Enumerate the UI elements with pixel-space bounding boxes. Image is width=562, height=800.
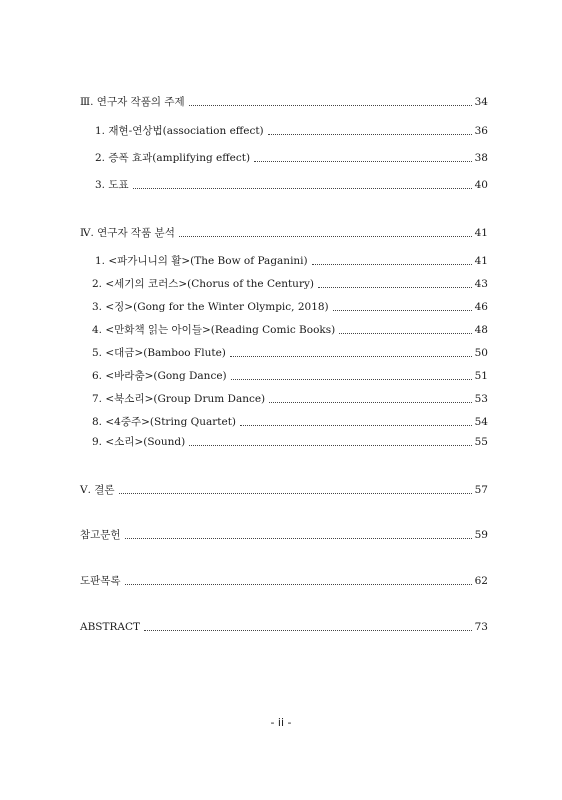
toc-entry [92,391,488,407]
toc-entry-title: 7. <북소리>(Group Drum Dance) [92,393,266,405]
toc-entry-page: 73 [474,621,488,633]
toc-entry [92,434,488,450]
dot-leader [318,286,472,288]
toc-entry-title: 5. <대금>(Bamboo Flute) [92,347,226,359]
toc-entry [95,150,488,166]
dot-leader [268,133,472,135]
toc-entry-title: Ⅴ. 결론 [80,484,115,496]
toc-entry-page: 41 [474,255,488,267]
toc-entry-page: 50 [474,347,488,359]
toc-entry [92,299,488,315]
toc-entry-title: ABSTRACT [80,621,141,633]
dot-leader [189,444,471,446]
dot-leader [179,235,472,237]
page-number: - ii - [270,716,292,729]
dot-leader [144,629,472,631]
toc-entry [80,573,488,589]
toc-entry-page: 48 [474,324,488,336]
toc-entry-title: 2. 증폭 효과(amplifying effect) [95,152,251,164]
toc-entry-page: 59 [474,529,488,541]
toc-entry [80,527,488,543]
toc-entry-title: 3. <징>(Gong for the Winter Olympic, 2018) [92,301,329,313]
dot-leader [230,355,472,357]
toc-entry-page: 43 [474,278,488,290]
toc-entry-page: 54 [474,416,488,428]
dot-leader [119,492,472,494]
toc-entry [92,322,488,338]
toc-entry-title: Ⅳ. 연구자 작품 분석 [80,227,175,239]
dot-leader [133,187,472,189]
toc-entry-page: 34 [474,96,488,108]
toc-entry-title: 2. <세기의 코러스>(Chorus of the Century) [92,278,314,290]
dot-leader [189,104,472,106]
toc-entry [92,368,488,384]
dot-leader [240,424,472,426]
toc-entry-title: 도판목록 [80,575,121,587]
toc-entry-page: 40 [474,179,488,191]
toc-entry [95,177,488,193]
toc-entry [92,414,488,430]
dot-leader [312,263,472,265]
toc-entry [80,94,488,110]
toc-entry-page: 41 [474,227,488,239]
dot-leader [125,537,472,539]
dot-leader [254,160,472,162]
toc-entry [80,225,488,241]
toc-entry-page: 55 [474,436,488,448]
toc-entry-title: 6. <바라춤>(Gong Dance) [92,370,227,382]
toc-entry-page: 38 [474,152,488,164]
toc-entry-title: 1. <파가니니의 활>(The Bow of Paganini) [95,255,308,267]
dot-leader [333,309,472,311]
toc-entry-page: 51 [474,370,488,382]
toc-entry-page: 62 [474,575,488,587]
toc-entry-title: 1. 재현-연상법(association effect) [95,125,264,137]
toc-entry-title: 4. <만화책 읽는 아이들>(Reading Comic Books) [92,324,336,336]
toc-entry-title: 참고문헌 [80,529,121,541]
toc-entry-title: Ⅲ. 연구자 작품의 주제 [80,96,185,108]
toc-entry-page: 36 [474,125,488,137]
dot-leader [231,378,472,380]
toc-entry-title: 9. <소리>(Sound) [92,436,186,448]
toc-entry-title: 3. 도표 [95,179,129,191]
toc-entry-title: 8. <4중주>(String Quartet) [92,416,237,428]
toc-entry [95,123,488,139]
toc-entry-page: 53 [474,393,488,405]
toc-entry [80,482,488,498]
toc-entry [80,619,488,635]
toc-entry [92,345,488,361]
toc-entry [95,253,488,269]
toc-entry-page: 46 [474,301,488,313]
toc-entry [92,276,488,292]
dot-leader [339,332,471,334]
dot-leader [125,583,472,585]
toc-entry-page: 57 [474,484,488,496]
dot-leader [269,401,471,403]
